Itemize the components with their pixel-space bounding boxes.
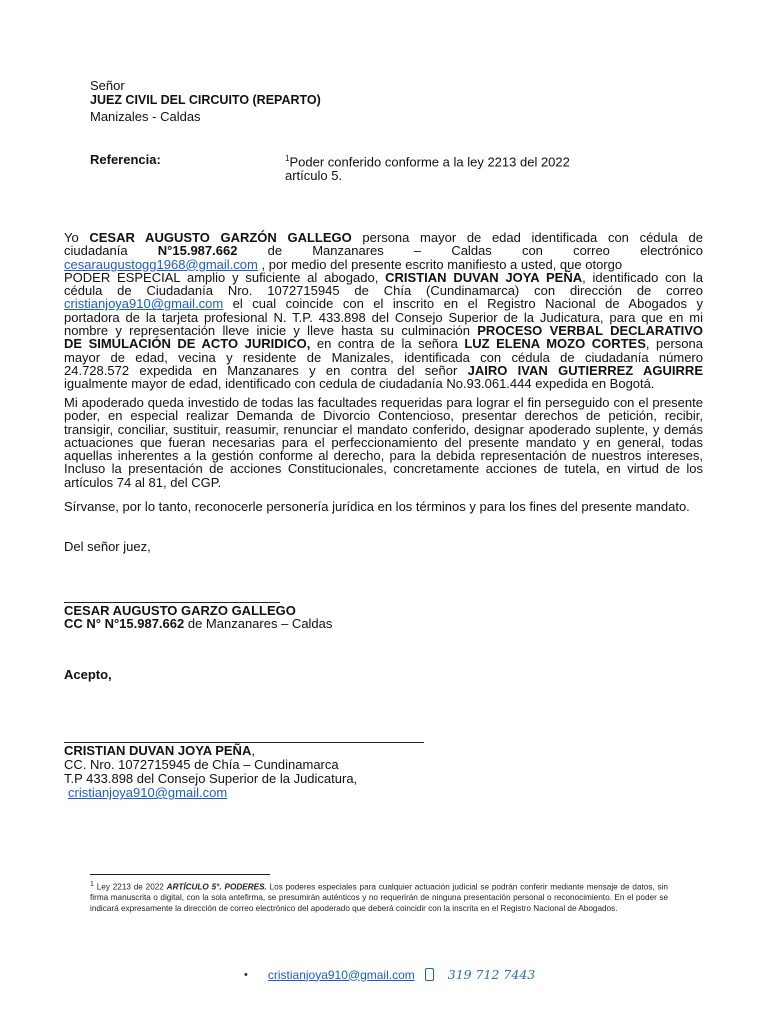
p1-line-12: igualmente mayor de edad, identificado con cedula de ciudadanía No.93.061.444 expedida en Bogotá. — [64, 376, 655, 392]
client-email-link[interactable]: cesaraugustogg1968@gmail.com — [64, 256, 258, 272]
footnote-number: 1 — [90, 881, 94, 888]
footnote: $^1$ Ley 2213 de 2022 ARTÍCULO 5°. PODERES. Los poderes especiales para cualquier actuación judicial se podrán conferir mediante mensaje de datos, sin firma manuscrita o digital, con la sola antefirma, se presumirán auténticos y no requerirán de ninguna presentación personal o reconocimiento. En el poder se indicará expresamente la dirección de correo electrónico del apoderado que deberá coincidir con la inscrita en el Registro Nacional de Abogados. — [90, 881, 668, 913]
p1-line-11: 24.728.572 expedida en Manzanares y en contra del señor JAIRO IVAN GUTIERREZ AGUIRRE — [64, 362, 703, 378]
footnote-rule — [90, 874, 270, 875]
reference-line-2: artículo 5. — [285, 168, 343, 184]
signer-name: CESAR AUGUSTO GARZO GALLEGO — [64, 603, 296, 618]
p1-line-9: DE SIMULACIÓN DE ACTO JURIDICO, en contra de la señora LUZ ELENA MOZO CORTES, persona — [64, 336, 703, 352]
paragraph-2: Mi apoderado queda investido de todas las facultades requeridas para lograr el fin perseguido con el presente poder, en especial realizar Demanda de Divorcio Contencioso, presentar derechos de petición, recibir, transigir, conciliar, sustituir, reasumir, renunciar el mandato conferido, designar apoderado suplente, y demás actuaciones que fueran necesarias para el perfeccionamiento del presente mandato y en general, todas aquellas inherentes a la gestión conforme al derecho, para la debida representación de nuestros intereses, Incluso la presentación de acciones Constitucionales, concretamente acciones de tutela, en virtud de los artículos 74 al 81, del CGP. — [64, 395, 703, 490]
reference-label: Referencia: — [90, 152, 161, 167]
attorney-email-link[interactable]: cristianjoya910@gmail.com — [64, 296, 224, 312]
p1-line-4: PODER ESPECIAL amplio y suficiente al abogado, CRISTIAN DUVAN JOYA PEÑA, identificado con la — [64, 269, 704, 285]
p1-line-5: cédula de Ciudadanía Nro. 1072715945 de Chía (Cundinamarca) con dirección de correo — [64, 283, 703, 299]
p1-line-2: ciudadanía N°15.987.662 de Manzanares – Caldas con correo electrónico — [64, 243, 703, 259]
attorney-block — [64, 744, 357, 800]
signer-id: CC N° N°15.987.662 de Manzanares – Caldas — [64, 616, 333, 631]
attorney-signature-email-link[interactable]: cristianjoya910@gmail.com — [68, 785, 228, 800]
addressee: JUEZ CIVIL DEL CIRCUITO (REPARTO) — [90, 93, 321, 107]
attorney-name: CRISTIAN DUVAN JOYA PEÑA, — [64, 743, 255, 758]
addressee-city: Manizales - Caldas — [90, 109, 201, 124]
paragraph-3: Sírvanse, por lo tanto, reconocerle personería jurídica en los términos y para los fines del presente mandato. — [64, 499, 690, 514]
footer-bullet: • — [244, 968, 248, 981]
page-footer — [244, 967, 535, 982]
paragraph-1 — [64, 231, 703, 391]
attorney-card: T.P 433.898 del Consejo Superior de la Judicatura, — [64, 771, 358, 786]
footnote-marker: 1 — [285, 154, 290, 163]
phone-icon — [425, 968, 434, 981]
p1-line-10: mayor de edad, vecina y residente de Manizales, identificada con cédula de ciudadanía número — [64, 349, 703, 365]
accept-label: Acepto, — [64, 667, 112, 682]
p1-line-1: Yo CESAR AUGUSTO GARZÓN GALLEGO persona mayor de edad identificada con cédula de — [64, 230, 703, 245]
p1-line-7: portadora de la tarjeta profesional N. T.P. 433.898 del Consejo Superior de la Judicatura, para que en mi — [64, 309, 703, 325]
footer-phone: 319 712 7443 — [447, 967, 536, 982]
p1-line-3: cesaraugustogg1968@gmail.com , por medio del presente escrito manifiesto a usted, que otorgo — [64, 256, 623, 272]
closing-text: Del señor juez, — [64, 539, 151, 554]
footer-email-link[interactable]: cristianjoya910@gmail.com — [267, 967, 415, 982]
reference-text — [285, 152, 570, 183]
p1-line-6: cristianjoya910@gmail.com el cual coincide con el inscrito en el Registro Nacional de Abogados y — [64, 296, 703, 312]
attorney-id: CC. Nro. 1072715945 de Chía – Cundinamarca — [64, 757, 339, 772]
reference-line-1: Poder conferido conforme a la ley 2213 del 2022 — [289, 154, 570, 170]
p1-line-8: nombre y representación lleve inicie y lleve hasta su culminación PROCESO VERBAL DECLARATIVO — [64, 323, 703, 339]
salutation: Señor — [90, 78, 125, 93]
